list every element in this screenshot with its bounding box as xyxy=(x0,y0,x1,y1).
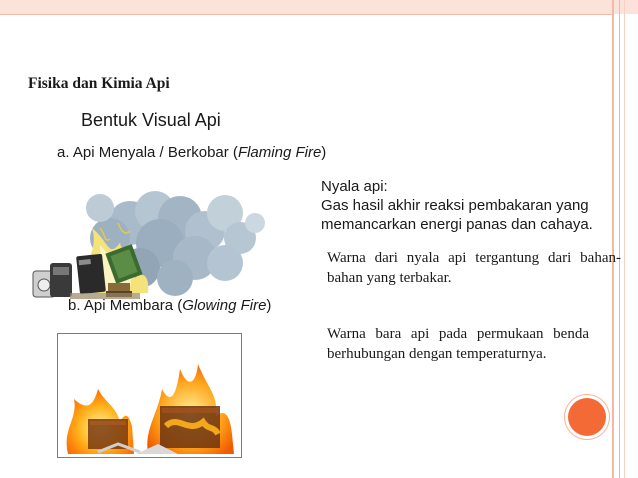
section-a-prefix: a. Api Menyala / Berkobar ( xyxy=(57,144,238,161)
warna-nyala-paragraph: Warna dari nyala api tergantung dari bahan- bahan yang terbakar. xyxy=(327,250,621,286)
section-b-suffix: ) xyxy=(266,297,272,314)
section-a-heading xyxy=(57,144,326,161)
slide-subtitle: Bentuk Visual Api xyxy=(81,110,221,130)
section-a-suffix: ) xyxy=(321,144,327,161)
orange-circle-decoration xyxy=(568,398,606,436)
section-b-term: Glowing Fire xyxy=(182,297,267,314)
top-frame-band xyxy=(0,0,638,14)
right-frame-line-outer xyxy=(624,0,625,478)
nyala-api-line-2: Gas hasil akhir reaksi pembakaran yang xyxy=(321,197,589,214)
flaming-fire-illustration xyxy=(30,183,270,308)
slide-title: Fisika dan Kimia Api xyxy=(28,75,170,92)
nyala-api-line-3: memancarkan energi panas dan cahaya. xyxy=(321,216,593,233)
right-frame-line xyxy=(612,0,614,478)
nyala-api-definition xyxy=(321,177,593,234)
top-frame-line xyxy=(0,14,614,15)
right-frame-line-inner xyxy=(619,0,620,478)
warna-bara-paragraph: Warna bara api pada permukaan benda berhubungan dengan temperaturnya. xyxy=(327,326,589,362)
section-a-term: Flaming Fire xyxy=(237,144,322,161)
section-b-heading xyxy=(68,297,271,314)
nyala-api-label: Nyala api: xyxy=(321,178,388,195)
section-b-prefix: b. Api Membara ( xyxy=(68,297,183,314)
glowing-fire-illustration xyxy=(57,333,242,458)
